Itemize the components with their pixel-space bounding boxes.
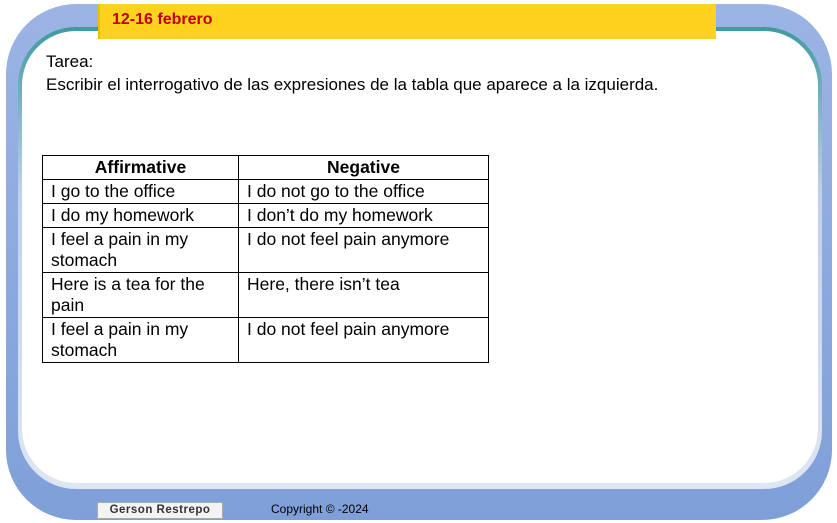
affirmative-cell: I go to the office [43, 180, 239, 204]
copyright-notice: Copyright © -2024 [271, 502, 369, 516]
page-title: 12-16 febrero [112, 11, 213, 28]
author-badge: Gerson Restrepo [97, 502, 223, 519]
table-row [43, 273, 489, 318]
column-header-affirmative: Affirmative [43, 156, 239, 180]
column-header-negative: Negative [239, 156, 489, 180]
negative-cell: I don’t do my homework [239, 204, 489, 228]
table-row [43, 228, 489, 273]
task-label: Tarea: [46, 52, 94, 71]
negative-cell: I do not feel pain anymore [239, 318, 489, 363]
negative-cell: I do not go to the office [239, 180, 489, 204]
table-row [43, 204, 489, 228]
affirmative-cell: I feel a pain in my stomach [43, 318, 239, 363]
expressions-table [42, 155, 489, 363]
affirmative-cell: I do my homework [43, 204, 239, 228]
negative-cell: I do not feel pain anymore [239, 228, 489, 273]
affirmative-cell: Here is a tea for the pain [43, 273, 239, 318]
table-row [43, 318, 489, 363]
affirmative-cell: I feel a pain in my stomach [43, 228, 239, 273]
table-header-row [43, 156, 489, 180]
task-instruction: Escribir el interrogativo de las expresiones de la tabla que aparece a la izquierda. [46, 75, 659, 94]
table-row [43, 180, 489, 204]
negative-cell: Here, there isn’t tea [239, 273, 489, 318]
